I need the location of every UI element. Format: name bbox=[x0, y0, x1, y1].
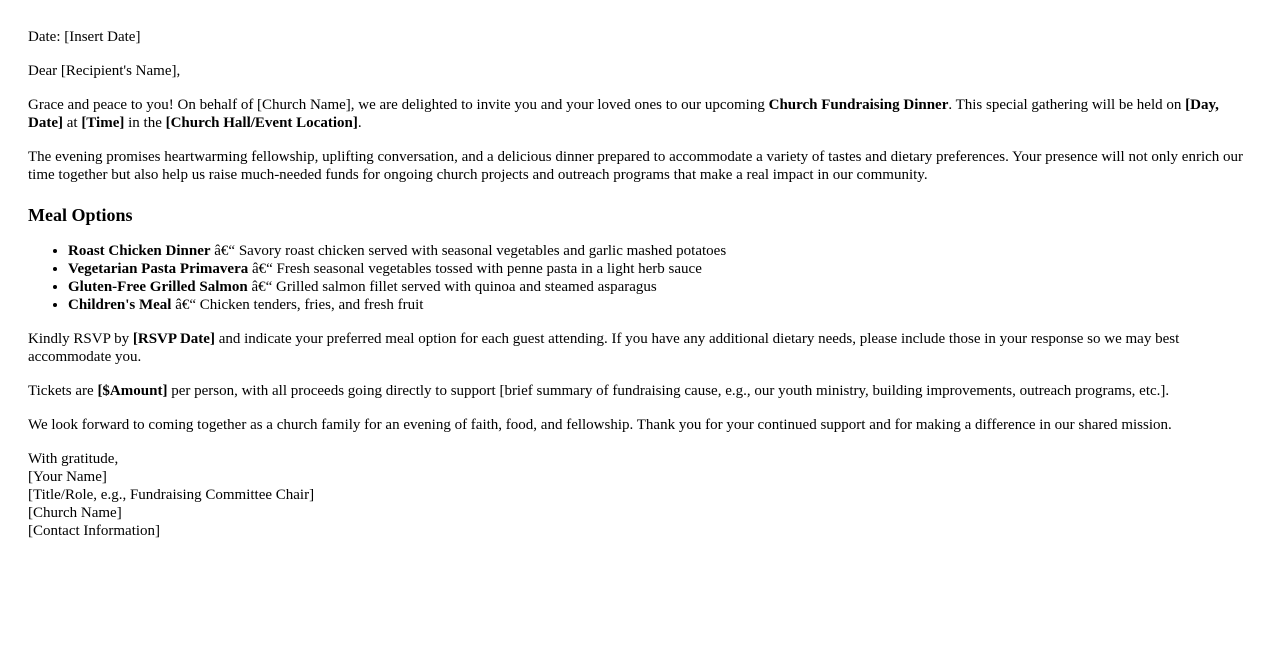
meal-option bbox=[68, 260, 1253, 278]
meal-description: â€“ Fresh seasonal vegetables tossed with penne pasta in a light herb sauce bbox=[248, 261, 702, 277]
evening-paragraph: The evening promises heartwarming fellowship, uplifting conversation, and a delicious dinner prepared to accommodate a variety of tastes and dietary preferences. Your presence will not only enrich our time together but also help us raise much-needed funds for ongoing church projects and outreach programs that make a real impact in our community. bbox=[28, 149, 1244, 183]
intro-text-1: Grace and peace to you! On behalf of [Church Name], we are delighted to invite you and your loved ones to our upcoming bbox=[28, 97, 769, 113]
meal-name: Children's Meal bbox=[68, 297, 172, 313]
signature-title: [Title/Role, e.g., Fundraising Committee Chair] bbox=[28, 487, 315, 503]
rsvp-paragraph bbox=[28, 330, 1253, 366]
meal-name: Gluten-Free Grilled Salmon bbox=[68, 279, 248, 295]
meal-name: Vegetarian Pasta Primavera bbox=[68, 261, 249, 277]
date-line: Date: [Insert Date] bbox=[28, 29, 141, 45]
meal-description: â€“ Chicken tenders, fries, and fresh fruit bbox=[171, 297, 424, 313]
rsvp-text-2: and indicate your preferred meal option for each guest attending. If you have any additional dietary needs, please include those in your response so we may best accommodate you. bbox=[28, 331, 1180, 365]
intro-text-4: in the bbox=[124, 115, 166, 131]
meal-option bbox=[68, 296, 1253, 314]
signature-name: [Your Name] bbox=[28, 469, 107, 485]
intro-text-3: at bbox=[62, 115, 82, 131]
signature-church: [Church Name] bbox=[28, 505, 122, 521]
ticket-amount: [$Amount] bbox=[97, 383, 168, 399]
rsvp-date: [RSVP Date] bbox=[132, 331, 215, 347]
meal-options-heading: Meal Options bbox=[28, 205, 133, 225]
tickets-paragraph bbox=[28, 382, 1253, 400]
intro-text-2: . This special gathering will be held on bbox=[948, 97, 1186, 113]
meal-description: â€“ Grilled salmon fillet served with quinoa and steamed asparagus bbox=[247, 279, 657, 295]
meal-options-list bbox=[28, 242, 1253, 314]
tickets-text-1: Tickets are bbox=[28, 383, 98, 399]
meal-description: â€“ Savory roast chicken served with seasonal vegetables and garlic mashed potatoes bbox=[210, 243, 727, 259]
meal-option bbox=[68, 242, 1253, 260]
closing-paragraph: We look forward to coming together as a church family for an evening of faith, food, and fellowship. Thank you for your continued support and for making a difference in our shared mission. bbox=[28, 417, 1172, 433]
intro-paragraph bbox=[28, 96, 1253, 132]
tickets-text-2: per person, with all proceeds going directly to support [brief summary of fundraising cause, e.g., our youth ministry, building improvements, outreach programs, etc.]. bbox=[167, 383, 1170, 399]
event-location: [Church Hall/Event Location] bbox=[165, 115, 358, 131]
meal-option bbox=[68, 278, 1253, 296]
event-time: [Time] bbox=[81, 115, 125, 131]
signature-closing: With gratitude, bbox=[28, 451, 119, 467]
event-day-date: [Day, Date] bbox=[28, 97, 1219, 131]
rsvp-text-1: Kindly RSVP by bbox=[28, 331, 133, 347]
signature-contact: [Contact Information] bbox=[28, 523, 161, 539]
event-name: Church Fundraising Dinner bbox=[768, 97, 949, 113]
signature-block bbox=[28, 450, 1253, 540]
salutation: Dear [Recipient's Name], bbox=[28, 63, 181, 79]
meal-name: Roast Chicken Dinner bbox=[68, 243, 211, 259]
letter bbox=[28, 28, 1253, 540]
intro-text-5: . bbox=[357, 115, 362, 131]
